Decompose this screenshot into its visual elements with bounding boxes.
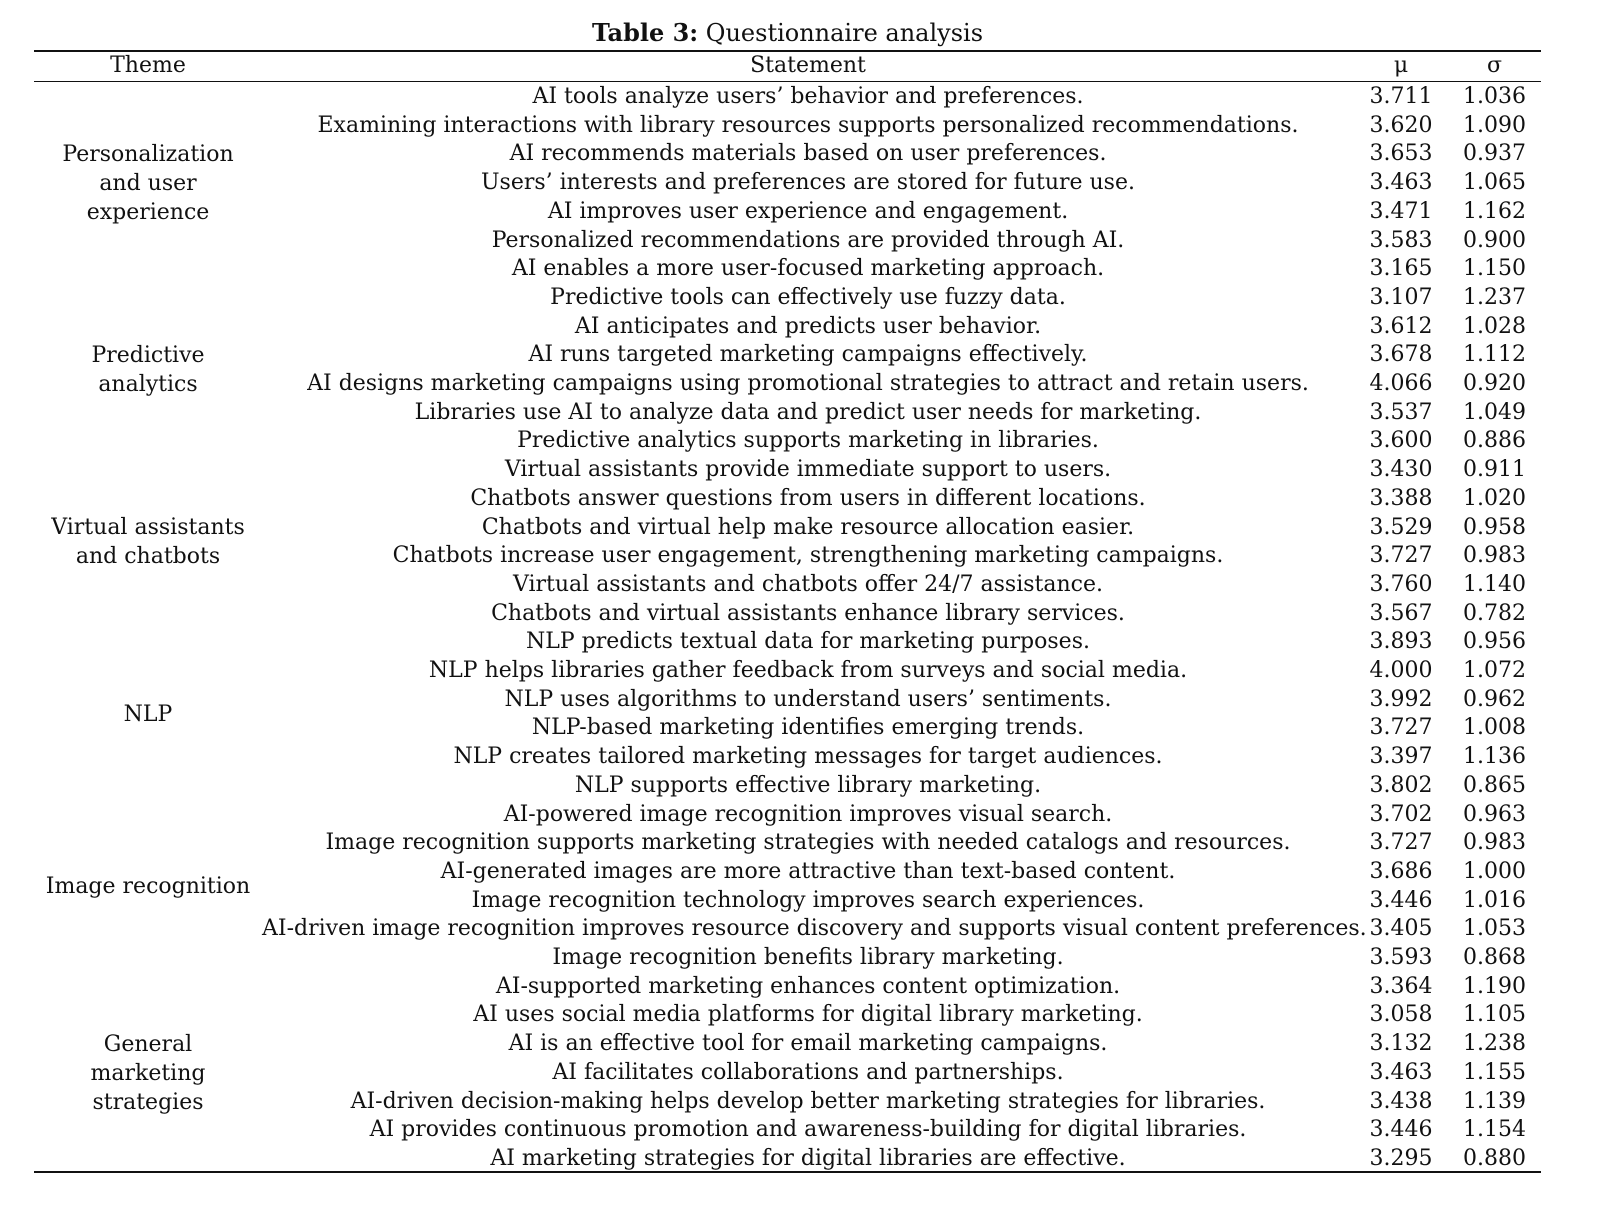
statement-cell: AI is an effective tool for email marketing campaigns. (508, 1031, 1108, 1057)
theme-label-line: strategies (92, 1089, 204, 1115)
sd-cell: 1.237 (1463, 284, 1526, 310)
statement-cell: AI-generated images are more attractive than text-based content. (440, 858, 1176, 884)
statement-cell: AI uses social media platforms for digital library marketing. (473, 1002, 1143, 1028)
sd-cell: 1.238 (1463, 1031, 1526, 1057)
statement-cell: AI anticipates and predicts user behavior. (574, 313, 1042, 339)
sd-cell: 0.868 (1463, 945, 1526, 970)
mean-cell: 4.066 (1369, 371, 1433, 396)
statement-cell: AI enables a more user-focused marketing approach. (511, 256, 1105, 282)
sd-cell: 0.900 (1463, 227, 1526, 253)
mean-cell: 3.893 (1369, 629, 1433, 655)
theme-label (91, 341, 204, 399)
mean-cell: 3.388 (1369, 485, 1433, 511)
theme-label-line: Image recognition (45, 874, 251, 900)
mean-cell: 3.446 (1369, 887, 1433, 913)
statement-cell: Image recognition supports marketing strategies with needed catalogs and resources. (325, 830, 1291, 856)
mean-cell: 3.583 (1369, 227, 1433, 253)
statement-cell: Chatbots and virtual help make resource allocation easier. (481, 514, 1135, 540)
bottom-rule (34, 1171, 1541, 1173)
statement-cell: AI facilitates collaborations and partnerships. (552, 1059, 1064, 1085)
theme-label-line: and user (99, 170, 197, 196)
mean-cell: 3.132 (1369, 1031, 1433, 1057)
mean-cell: 3.446 (1369, 1117, 1433, 1143)
mean-cell: 3.295 (1369, 1145, 1433, 1171)
statement-cell: AI-driven image recognition improves resource discovery and supports visual content preferences. (262, 916, 1367, 942)
sd-cell: 0.983 (1463, 543, 1526, 569)
mean-cell: 3.802 (1369, 772, 1433, 798)
statement-cell: AI-supported marketing enhances content optimization. (495, 973, 1121, 999)
statement-cell: NLP supports effective library marketing. (574, 772, 1042, 798)
statement-cell: Predictive analytics supports marketing in libraries. (517, 428, 1099, 454)
theme-label-line: General (103, 1031, 193, 1057)
mean-cell: 3.727 (1369, 830, 1433, 856)
mean-cell: 3.463 (1369, 1059, 1433, 1085)
sd-cell: 0.958 (1463, 514, 1526, 540)
mean-cell: 3.058 (1369, 1002, 1433, 1028)
mean-cell: 3.760 (1369, 571, 1433, 597)
sd-cell: 1.008 (1463, 715, 1526, 741)
theme-label-line: analytics (98, 371, 198, 397)
mean-cell: 3.405 (1369, 916, 1433, 942)
mean-cell: 3.397 (1369, 744, 1433, 770)
sd-cell: 1.155 (1463, 1059, 1526, 1085)
sd-cell: 1.020 (1463, 485, 1526, 511)
sd-cell: 1.053 (1463, 916, 1526, 942)
sd-cell: 0.956 (1463, 629, 1526, 655)
theme-cell (34, 801, 262, 973)
mean-cell: 3.727 (1369, 543, 1433, 569)
sd-cell: 1.105 (1463, 1002, 1526, 1028)
theme-label (46, 872, 250, 901)
mean-cell: 3.430 (1369, 457, 1433, 483)
theme-cell (34, 284, 262, 456)
statement-cell: Virtual assistants provide immediate support to users. (504, 457, 1112, 483)
sd-cell: 1.154 (1463, 1117, 1526, 1143)
caption-text: Questionnaire analysis (698, 19, 984, 47)
caption-label: Table 3: (591, 18, 699, 47)
mean-cell: 3.727 (1369, 715, 1433, 741)
statement-cell: Virtual assistants and chatbots offer 24/7 assistance. (512, 571, 1104, 597)
theme-label (124, 700, 173, 729)
mean-cell: 3.593 (1369, 945, 1433, 970)
header-theme: Theme (110, 53, 186, 78)
theme-label-line: Predictive (91, 342, 205, 368)
sd-cell: 0.962 (1463, 686, 1526, 712)
sd-cell: 1.028 (1463, 313, 1526, 339)
mean-cell: 4.000 (1369, 658, 1433, 683)
statement-cell: Image recognition technology improves search experiences. (471, 887, 1145, 913)
theme-label (62, 140, 233, 227)
sd-cell: 1.090 (1463, 112, 1526, 138)
statement-cell: AI tools analyze users’ behavior and preferences. (532, 84, 1084, 109)
theme-cell (34, 973, 262, 1174)
sd-cell: 1.016 (1463, 887, 1526, 913)
mean-cell: 3.653 (1369, 141, 1433, 167)
statement-cell: AI-powered image recognition improves visual search. (503, 801, 1113, 827)
statement-cell: AI-driven decision-making helps develop better marketing strategies for libraries. (350, 1088, 1266, 1114)
statement-cell: AI improves user experience and engagement. (547, 198, 1069, 224)
sd-cell: 1.072 (1463, 658, 1526, 683)
theme-label-line: and chatbots (75, 544, 221, 570)
theme-cell (34, 83, 262, 284)
mean-cell: 3.529 (1369, 514, 1433, 540)
statement-cell: NLP-based marketing identifies emerging trends. (531, 715, 1085, 741)
mean-cell: 3.537 (1369, 399, 1433, 425)
statement-cell: Predictive tools can effectively use fuzzy data. (550, 284, 1066, 310)
statement-cell: AI provides continuous promotion and awareness-building for digital libraries. (369, 1117, 1247, 1143)
mean-cell: 3.438 (1369, 1088, 1433, 1114)
sd-cell: 0.880 (1463, 1145, 1526, 1171)
theme-label-line: NLP (123, 701, 173, 727)
theme-label-line: experience (86, 199, 210, 225)
sd-cell: 1.150 (1463, 256, 1526, 282)
statement-cell: NLP creates tailored marketing messages for target audiences. (453, 744, 1163, 770)
sd-cell: 0.920 (1463, 371, 1526, 396)
sd-cell: 1.136 (1463, 744, 1526, 770)
sd-cell: 0.937 (1463, 141, 1526, 167)
theme-cell (34, 456, 262, 628)
statement-cell: Chatbots and virtual assistants enhance library services. (491, 600, 1125, 626)
theme-label-line: Virtual assistants (51, 515, 245, 541)
statement-cell: Chatbots answer questions from users in different locations. (470, 485, 1146, 511)
mean-cell: 3.612 (1369, 313, 1433, 339)
sd-cell: 1.049 (1463, 399, 1526, 425)
statement-cell: NLP predicts textual data for marketing purposes. (526, 629, 1090, 655)
statement-cell: Personalized recommendations are provided through AI. (491, 227, 1125, 253)
statement-cell: NLP uses algorithms to understand users’ sentiments. (504, 686, 1112, 712)
statement-cell: Users’ interests and preferences are stored for future use. (481, 170, 1135, 196)
sd-cell: 1.065 (1463, 170, 1526, 196)
mean-cell: 3.711 (1369, 84, 1433, 109)
header-statement: Statement (750, 53, 866, 78)
theme-cell (34, 628, 262, 800)
sd-cell: 0.963 (1463, 801, 1526, 827)
sd-cell: 1.190 (1463, 973, 1526, 999)
header-sigma: σ (1486, 53, 1503, 78)
statement-cell: AI runs targeted marketing campaigns effectively. (528, 342, 1088, 368)
mean-cell: 3.165 (1369, 256, 1433, 282)
statement-cell: Examining interactions with library resources supports personalized recommendations. (317, 112, 1299, 138)
statement-cell: AI marketing strategies for digital libraries are effective. (490, 1145, 1126, 1171)
sd-cell: 0.865 (1463, 772, 1526, 798)
sd-cell: 0.911 (1463, 457, 1526, 483)
theme-label-line: Personalization (62, 141, 234, 167)
mean-cell: 3.702 (1369, 801, 1433, 827)
mean-cell: 3.463 (1369, 170, 1433, 196)
mean-cell: 3.567 (1369, 600, 1433, 626)
statement-cell: AI designs marketing campaigns using promotional strategies to attract and retain users. (307, 371, 1309, 396)
mean-cell: 3.620 (1369, 112, 1433, 138)
mean-cell: 3.600 (1369, 428, 1433, 454)
sd-cell: 1.036 (1463, 84, 1526, 109)
sd-cell: 1.140 (1463, 571, 1526, 597)
sd-cell: 1.112 (1463, 342, 1526, 368)
mean-cell: 3.364 (1369, 973, 1433, 999)
theme-label-line: marketing (90, 1060, 206, 1086)
statement-cell: Chatbots increase user engagement, strengthening marketing campaigns. (392, 543, 1224, 569)
statement-cell: Libraries use AI to analyze data and predict user needs for marketing. (414, 399, 1202, 425)
sd-cell: 1.139 (1463, 1088, 1526, 1114)
sd-cell: 1.162 (1463, 198, 1526, 224)
theme-label (91, 1030, 206, 1117)
sd-cell: 0.782 (1463, 600, 1526, 626)
theme-label (51, 513, 245, 571)
mean-cell: 3.678 (1369, 342, 1433, 368)
statement-cell: Image recognition benefits library marketing. (552, 945, 1064, 970)
mean-cell: 3.992 (1369, 686, 1433, 712)
statement-cell: NLP helps libraries gather feedback from surveys and social media. (428, 658, 1188, 683)
header-mu: μ (1393, 53, 1409, 78)
mean-cell: 3.686 (1369, 858, 1433, 884)
sd-cell: 0.886 (1463, 428, 1526, 454)
sd-cell: 1.000 (1463, 858, 1526, 884)
mean-cell: 3.107 (1369, 284, 1433, 310)
mean-cell: 3.471 (1369, 198, 1433, 224)
sd-cell: 0.983 (1463, 830, 1526, 856)
statement-cell: AI recommends materials based on user preferences. (509, 141, 1107, 167)
